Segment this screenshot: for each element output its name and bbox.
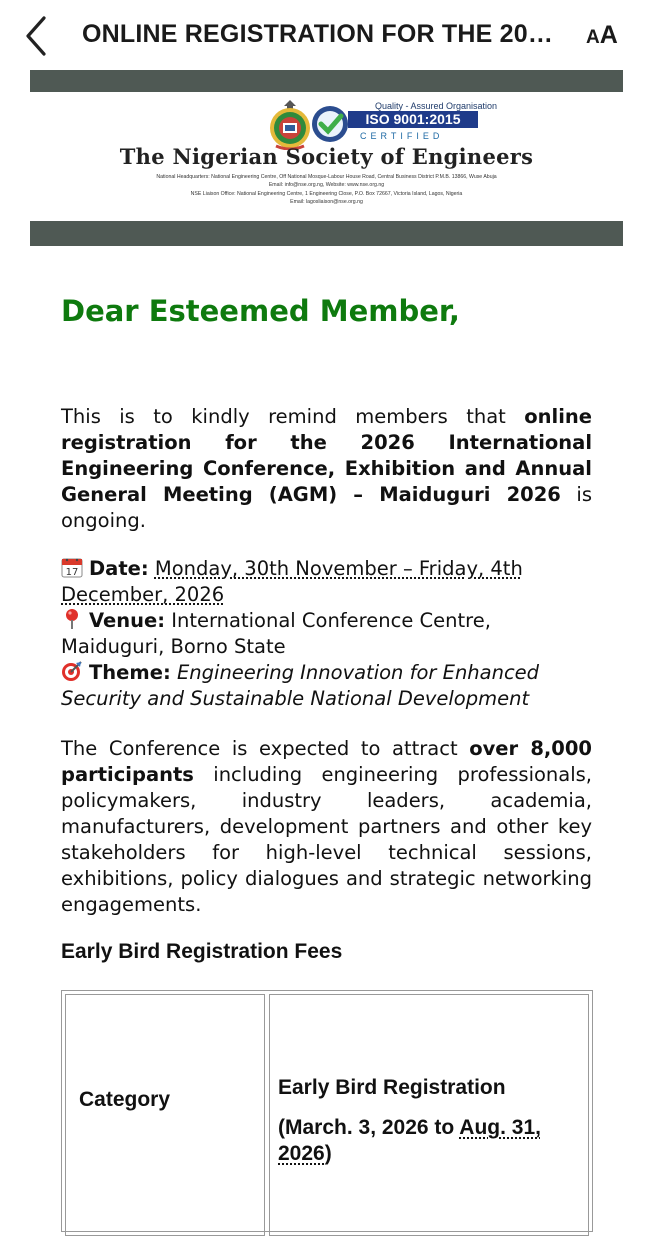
venue-line bbox=[61, 608, 592, 660]
early-bird-dates-end[interactable]: Aug. 31, 2026 bbox=[278, 1116, 541, 1165]
category-header: Category bbox=[79, 1088, 171, 1111]
chevron-left-icon bbox=[18, 14, 54, 58]
conference-text-end: including engineering professionals, policymakers, industry leaders, academia, manufacturers, development partners and other key stakeholders for high-level technical sessions, exhibitions, policy dialogues and strategic networking engagements. bbox=[61, 763, 592, 916]
intro-text: This is to kindly remind members that bbox=[61, 405, 525, 428]
target-dart-icon bbox=[61, 660, 83, 682]
event-details bbox=[61, 556, 592, 712]
conference-text: The Conference is expected to attract bbox=[61, 737, 470, 760]
letterhead-image bbox=[30, 92, 623, 221]
theme-line bbox=[61, 660, 592, 712]
text-size-label: A bbox=[599, 21, 618, 49]
intro-paragraph bbox=[61, 404, 592, 534]
theme-label: Theme: bbox=[89, 661, 171, 684]
address-line: NSE Liaison Office: National Engineering Centre, 1 Engineering Close, P.O. Box 72667, Victoria Island, Lagos, Nigeria bbox=[190, 191, 463, 197]
page-title: ONLINE REGISTRATION FOR THE 20… bbox=[82, 20, 554, 48]
fees-heading: Early Bird Registration Fees bbox=[61, 940, 343, 963]
address-line: National Headquarters: National Engineering Centre, Off National Mosque-Labour House Road, Central Business District P.M.B. 13866, Wuse Abuja bbox=[156, 174, 497, 180]
iso-certified: CERTIFIED bbox=[360, 131, 444, 141]
top-bar bbox=[0, 0, 653, 70]
date-value[interactable]: Monday, 30th November – Friday, 4th December, 2026 bbox=[61, 557, 523, 606]
early-bird-dates bbox=[278, 1115, 583, 1167]
fees-table bbox=[61, 990, 593, 1200]
location-pin-icon bbox=[61, 608, 83, 630]
early-bird-header bbox=[278, 1075, 583, 1167]
date-label: Date: bbox=[89, 557, 149, 580]
early-bird-dates-start: (March. 3, 2026 to bbox=[278, 1116, 460, 1139]
early-bird-dates-close: ) bbox=[324, 1142, 332, 1165]
org-name: The Nigerian Society of Engineers bbox=[119, 144, 534, 169]
conference-bold-text: over 8,000 participants bbox=[61, 737, 592, 786]
address-line: Email: info@nse.org.ng, Website: www.nse.org.ng bbox=[268, 182, 385, 188]
intro-bold-text: online registration for the 2026 International Engineering Conference, Exhibition and Annual General Meeting (AGM) – Maiduguri 2026 bbox=[61, 405, 592, 506]
letter-body bbox=[61, 290, 592, 963]
early-bird-title: Early Bird Registration bbox=[278, 1076, 506, 1099]
conference-paragraph bbox=[61, 736, 592, 918]
text-size-button[interactable] bbox=[586, 21, 618, 50]
venue-value: International Conference Centre, Maiduguri, Borno State bbox=[61, 609, 491, 658]
letterhead-band-bottom bbox=[30, 221, 623, 246]
date-line bbox=[61, 556, 592, 608]
calendar-icon bbox=[61, 556, 83, 578]
intro-text-end: is ongoing. bbox=[61, 483, 592, 532]
text-size-icon: A bbox=[586, 27, 600, 48]
letterhead-band-top bbox=[30, 70, 623, 92]
iso-checkmark-icon bbox=[310, 104, 350, 144]
venue-label: Venue: bbox=[89, 609, 166, 632]
address-line: Email: lagosliaison@nse.org.ng bbox=[290, 199, 363, 205]
iso-tagline: Quality - Assured Organisation bbox=[375, 101, 498, 111]
calendar-day: 17 bbox=[65, 567, 79, 578]
back-button[interactable] bbox=[18, 14, 54, 58]
iso-standard: ISO 9001:2015 bbox=[348, 111, 478, 128]
theme-value: Engineering Innovation for Enhanced Security and Sustainable National Development bbox=[61, 661, 540, 710]
greeting: Dear Esteemed Member, bbox=[61, 294, 460, 328]
